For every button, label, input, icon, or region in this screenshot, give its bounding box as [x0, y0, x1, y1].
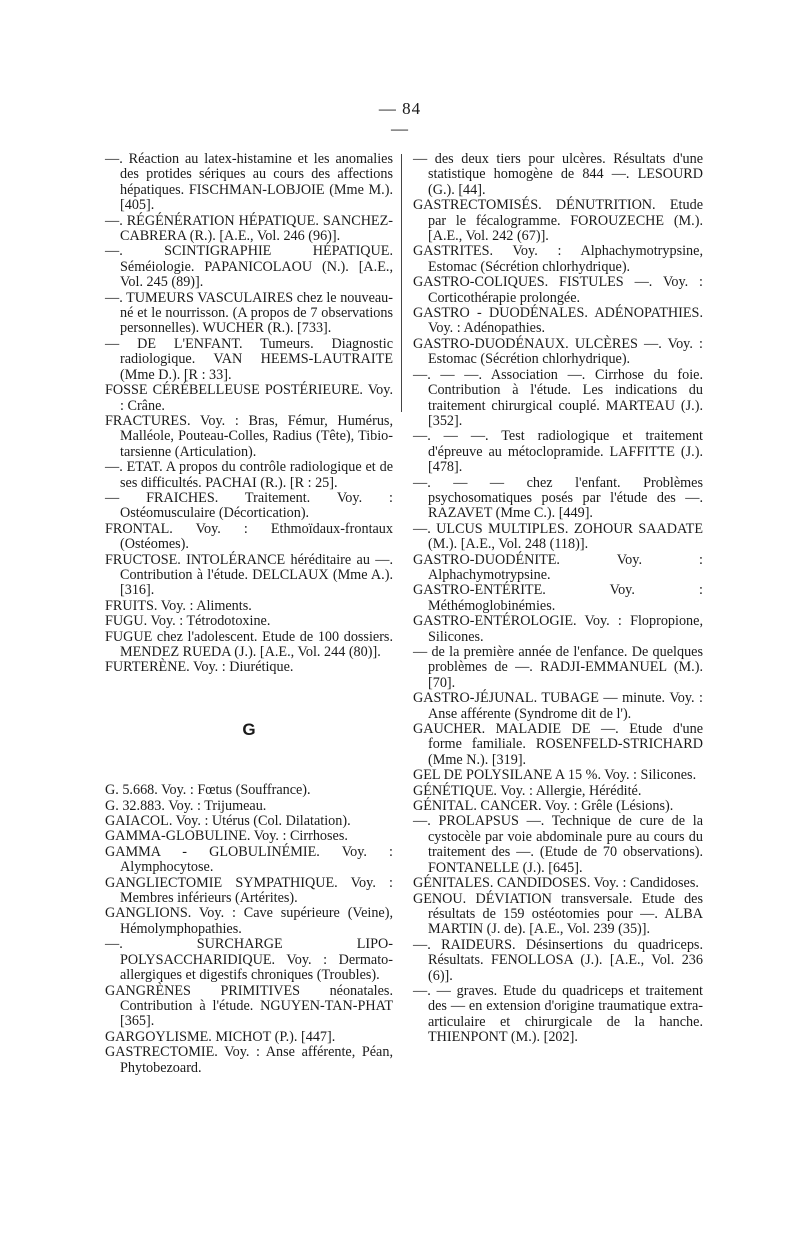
right-column — [413, 152, 703, 1046]
index-entry: —. TUMEURS VASCULAIRES chez le nouveau-né et le nourrisson. (A propos de 7 observations personnelles). WUCHER (R.). [733]. — [105, 289, 393, 337]
index-entry: GANGLIONS. Voy. : Cave supérieure (Veine), Hémolymphopathies. — [105, 905, 393, 937]
index-entry: G. 32.883. Voy. : Trijumeau. — [105, 797, 267, 814]
index-entry: GEL DE POLYSILANE A 15 %. Voy. : Silicones. — [413, 767, 697, 784]
index-entry: FURTERÈNE. Voy. : Diurétique. — [105, 659, 294, 676]
index-entry: GANGRÈNES PRIMITIVES néonatales. Contribution à l'étude. NGUYEN-TAN-PHAT [365]. — [105, 982, 393, 1030]
index-entry: GÉNITALES. CANDIDOSES. Voy. : Candidoses. — [413, 875, 699, 892]
index-entry: GASTRO - DUODÉNALES. ADÉNOPATHIES. Voy. : Adénopathies. — [413, 305, 703, 337]
page-number: — 84 — — [378, 99, 422, 138]
index-entry: GASTRO-COLIQUES. FISTULES —. Voy. : Corticothérapie prolongée. — [413, 274, 703, 306]
index-entry: GÉNITAL. CANCER. Voy. : Grêle (Lésions). — [413, 798, 674, 815]
index-entry: —. — — chez l'enfant. Problèmes psychosomatiques posés par l'étude des —. RAZAVET (Mme C.). [449]. — [413, 474, 703, 522]
section-letter: G — [242, 719, 256, 739]
index-entry: GARGOYLISME. MICHOT (P.). [447]. — [105, 1028, 336, 1045]
index-entry: GASTRECTOMIE. Voy. : Anse afférente, Péan, Phytobezoard. — [105, 1044, 393, 1076]
index-entry: GAMMA-GLOBULINE. Voy. : Cirrhoses. — [105, 828, 348, 845]
index-entry: FUGU. Voy. : Tétrodotoxine. — [105, 613, 271, 630]
index-entry: GASTRECTOMISÉS. DÉNUTRITION. Etude par le fécalogramme. FOROUZECHE (M.). [A.E., Vol. 242 (67)]. — [413, 197, 703, 245]
index-entry: —. SURCHARGE LIPO-POLYSACCHARIDIQUE. Voy. : Dermato-allergiques et digestifs chroniques (Troubles). — [105, 936, 393, 984]
index-entry: GASTRITES. Voy. : Alphachymotrypsine, Estomac (Sécrétion chlorhydrique). — [413, 243, 703, 275]
left-entries-bottom — [105, 783, 393, 1076]
index-entry: —. ULCUS MULTIPLES. ZOHOUR SAADATE (M.). [A.E., Vol. 248 (118)]. — [413, 520, 703, 553]
left-column — [105, 152, 393, 1076]
index-entry: GAIACOL. Voy. : Utérus (Col. Dilatation). — [105, 813, 351, 830]
index-entry: FOSSE CÉRÉBELLEUSE POSTÉRIEURE. Voy. : Crâne. — [105, 382, 393, 414]
index-entry: FRUCTOSE. INTOLÉRANCE héréditaire au —. Contribution à l'étude. DELCLAUX (Mme A.). [316]. — [105, 551, 393, 599]
index-entry: G. 5.668. Voy. : Fœtus (Souffrance). — [105, 782, 311, 799]
index-entry: GASTRO-JÉJUNAL. TUBAGE — minute. Voy. : Anse afférente (Syndrome dit de l'). — [413, 690, 703, 722]
index-entry: —. ETAT. A propos du contrôle radiologique et de ses difficultés. PACHAI (R.). [R : 25]. — [105, 459, 393, 491]
index-entry: — de la première année de l'enfance. De quelques problèmes de —. RADJI-EMMANUEL (M.). [70]. — [413, 644, 703, 691]
index-entry: FRONTAL. Voy. : Ethmoïdaux-frontaux (Ostéomes). — [105, 520, 393, 553]
index-entry: GAUCHER. MALADIE DE —. Etude d'une forme familiale. ROSENFELD-STRICHARD (Mme N.). [319]. — [413, 721, 703, 768]
right-entries — [413, 152, 703, 1046]
index-entry: —. — —. Test radiologique et traitement d'épreuve au métoclopramide. LAFFITTE (J.). [478]. — [413, 428, 703, 476]
index-entry: FUGUE chez l'adolescent. Etude de 100 dossiers. MENDEZ RUEDA (J.). [A.E., Vol. 244 (80)]. — [105, 628, 393, 660]
index-entry: —. SCINTIGRAPHIE HÉPATIQUE. Séméiologie. PAPANICOLAOU (N.). [A.E., Vol. 245 (89)]. — [105, 243, 393, 291]
index-entry: — FRAICHES. Traitement. Voy. : Ostéomusculaire (Décortication). — [105, 489, 393, 522]
index-entry: —. — graves. Etude du quadriceps et traitement des — en extension d'origine traumatique extra-articulaire et chirurgicale de la hanche. THIENPONT (M.). [202]. — [413, 982, 703, 1046]
index-entry: GAMMA - GLOBULINÉMIE. Voy. : Alymphocytose. — [105, 843, 393, 876]
index-entry: GÉNÉTIQUE. Voy. : Allergie, Hérédité. — [413, 782, 642, 799]
index-entry: —. — —. Association —. Cirrhose du foie. Contribution à l'étude. Les indications du traitement chirurgical couplé. MARTEAU (J.). [352]. — [413, 366, 703, 429]
index-entry: GASTRO-ENTÉRITE. Voy. : Méthémoglobinémies. — [413, 582, 703, 614]
column-divider — [401, 154, 402, 412]
left-entries-top — [105, 152, 393, 676]
index-entry: FRACTURES. Voy. : Bras, Fémur, Humérus, Malléole, Pouteau-Colles, Radius (Tête), Tibio-tarsienne (Articulation). — [105, 412, 393, 460]
index-entry: FRUITS. Voy. : Aliments. — [105, 597, 252, 614]
index-entry: —. Réaction au latex-histamine et les anomalies des protides sériques au cours des affections hépatiques. FISCHMAN-LOBJOIE (Mme M.). [405]. — [105, 151, 393, 214]
index-entry: — des deux tiers pour ulcères. Résultats d'une statistique homogène de 844 —. LESOURD (G.). [44]. — [413, 151, 703, 198]
index-entry: —. RÉGÉNÉRATION HÉPATIQUE. SANCHEZ-CABRERA (R.). [A.E., Vol. 246 (96)]. — [105, 212, 393, 245]
index-entry: GASTRO-DUODÉNITE. Voy. : Alphachymotrypsine. — [413, 551, 703, 583]
index-entry: — DE L'ENFANT. Tumeurs. Diagnostic radiologique. VAN HEEMS-LAUTRAITE (Mme D.). [R : 33]. — [105, 335, 393, 383]
index-entry: —. PROLAPSUS —. Technique de cure de la cystocèle par voie abdominale pure au cours du traitement des —. (Etude de 70 observations). FONTANELLE (J.). [645]. — [413, 813, 703, 876]
index-entry: GASTRO-ENTÉROLOGIE. Voy. : Flopropione, Silicones. — [413, 613, 703, 645]
index-entry: —. RAIDEURS. Désinsertions du quadriceps. Résultats. FENOLLOSA (J.). [A.E., Vol. 236 (6)]. — [413, 936, 703, 984]
index-entry: GASTRO-DUODÉNAUX. ULCÈRES —. Voy. : Estomac (Sécrétion chlorhydrique). — [413, 335, 703, 368]
index-entry: GANGLIECTOMIE SYMPATHIQUE. Voy. : Membres inférieurs (Artérites). — [105, 874, 393, 907]
index-entry: GENOU. DÉVIATION transversale. Etude des résultats de 159 ostéotomies pour —. ALBA MARTIN (J. de). [A.E., Vol. 239 (35)]. — [413, 890, 703, 938]
